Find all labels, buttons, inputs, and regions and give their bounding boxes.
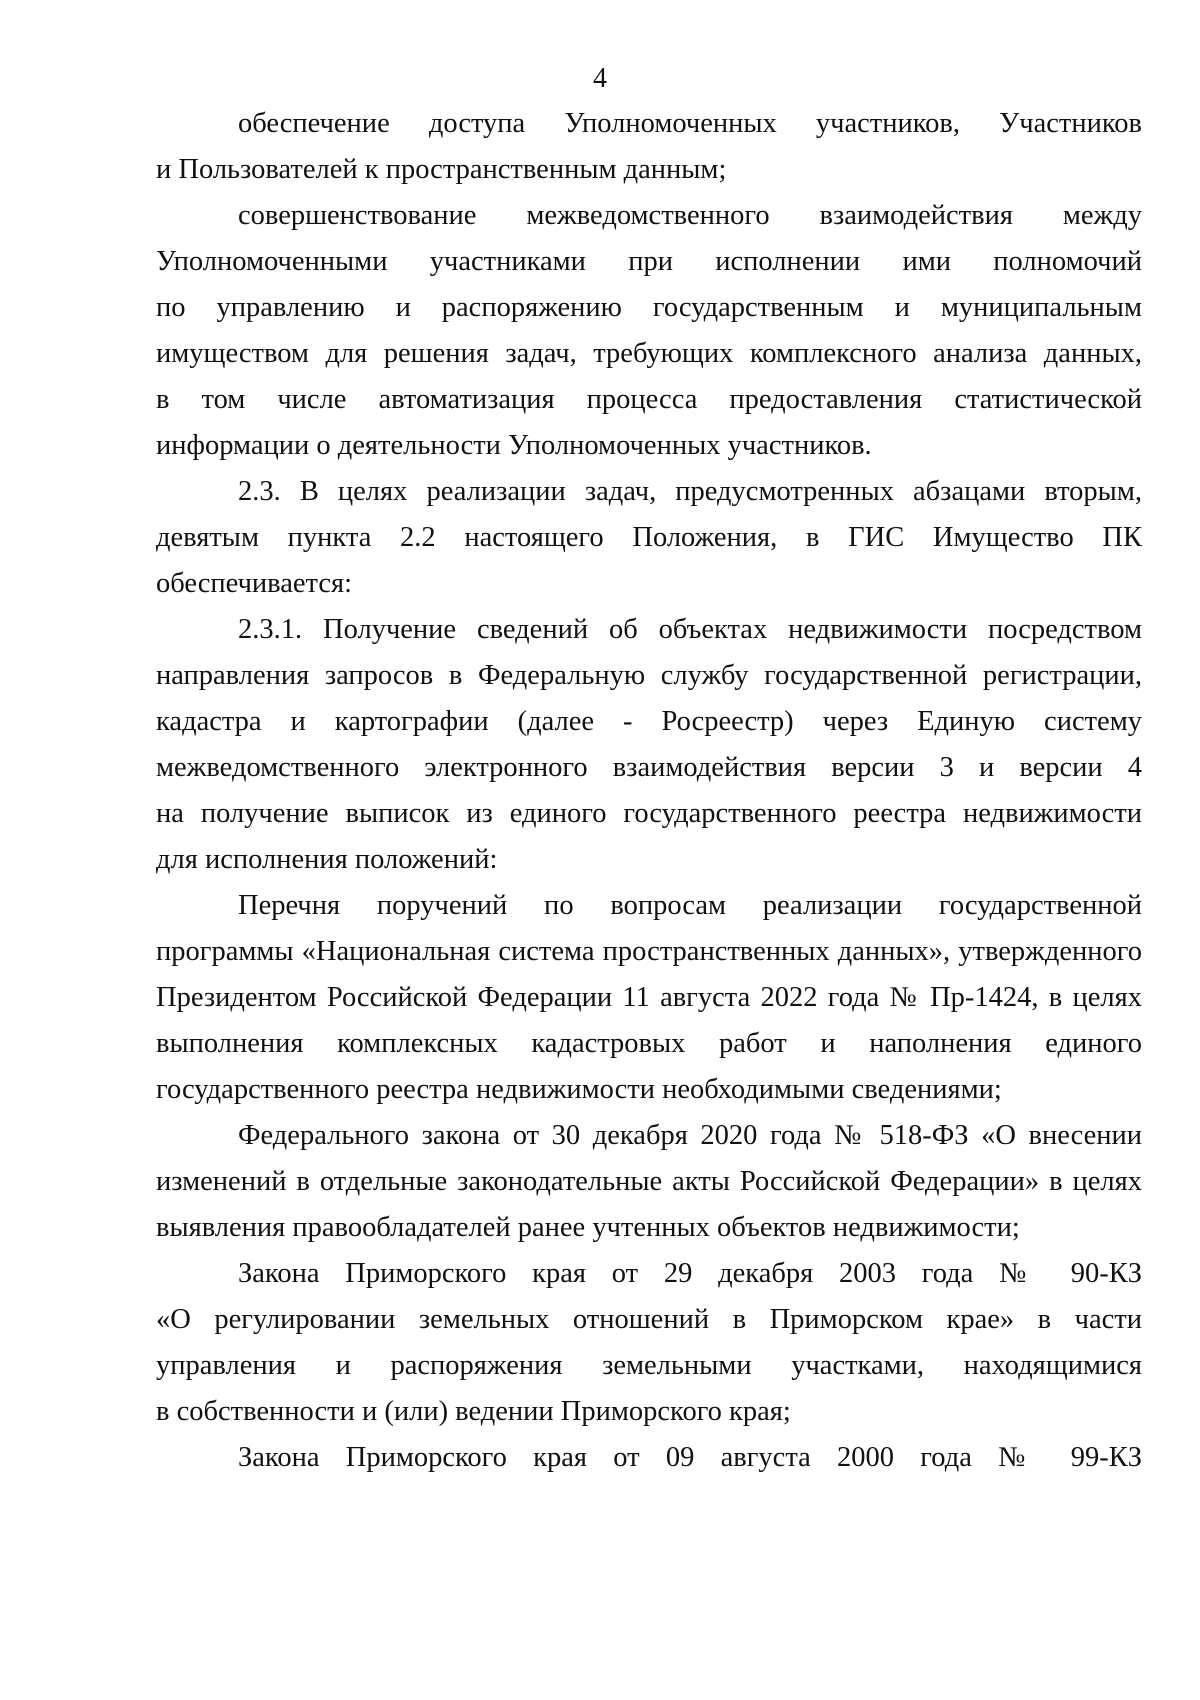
text-line: девятым пункта 2.2 настоящего Положения, в ГИС Имущество ПК: [156, 522, 1142, 553]
text-line: на получение выписок из единого государственного реестра недвижимости: [156, 798, 1142, 829]
text-line: Закона Приморского края от 09 августа 2000 года № 99-КЗ: [238, 1442, 1142, 1473]
text-line: Уполномоченными участниками при исполнении ими полномочий: [156, 246, 1142, 277]
text-line: 2.3. В целях реализации задач, предусмотренных абзацами вторым,: [238, 476, 1142, 507]
text-line: 2.3.1. Получение сведений об объектах недвижимости посредством: [238, 614, 1142, 645]
text-line: обеспечивается:: [156, 568, 353, 599]
text-line: для исполнения положений:: [156, 844, 498, 875]
text-line: совершенствование межведомственного взаимодействия между: [238, 200, 1142, 231]
text-line: выполнения комплексных кадастровых работ и наполнения единого: [156, 1028, 1142, 1059]
text-line: в собственности и (или) ведении Приморского края;: [156, 1396, 791, 1427]
text-line: и Пользователей к пространственным данным;: [156, 154, 727, 185]
text-line: Закона Приморского края от 29 декабря 2003 года № 90-КЗ: [238, 1258, 1142, 1289]
page-number: 4: [593, 63, 607, 94]
text-line: имуществом для решения задач, требующих комплексного анализа данных,: [156, 338, 1142, 369]
text-line: в том числе автоматизация процесса предоставления статистической: [156, 384, 1142, 415]
text-line: направления запросов в Федеральную службу государственной регистрации,: [156, 660, 1142, 691]
text-line: Перечня поручений по вопросам реализации государственной: [238, 890, 1142, 921]
text-line: государственного реестра недвижимости необходимыми сведениями;: [156, 1074, 1002, 1105]
text-line: программы «Национальная система пространственных данных», утвержденного: [156, 936, 1142, 967]
text-line: по управлению и распоряжению государственным и муниципальным: [156, 292, 1142, 323]
text-line: управления и распоряжения земельными участками, находящимися: [156, 1350, 1142, 1381]
text-line: кадастра и картографии (далее - Росреестр) через Единую систему: [156, 706, 1142, 737]
text-line: Федерального закона от 30 декабря 2020 года № 518-ФЗ «О внесении: [238, 1120, 1142, 1151]
text-line: межведомственного электронного взаимодействия версии 3 и версии 4: [156, 752, 1142, 783]
text-line: обеспечение доступа Уполномоченных участников, Участников: [238, 108, 1142, 139]
text-line: информации о деятельности Уполномоченных участников.: [156, 430, 872, 461]
text-line: выявления правообладателей ранее учтенных объектов недвижимости;: [156, 1212, 1020, 1243]
text-line: Президентом Российской Федерации 11 августа 2022 года № Пр-1424, в целях: [156, 982, 1142, 1013]
text-line: «О регулировании земельных отношений в Приморском крае» в части: [156, 1304, 1142, 1335]
text-line: изменений в отдельные законодательные акты Российской Федерации» в целях: [156, 1166, 1142, 1197]
